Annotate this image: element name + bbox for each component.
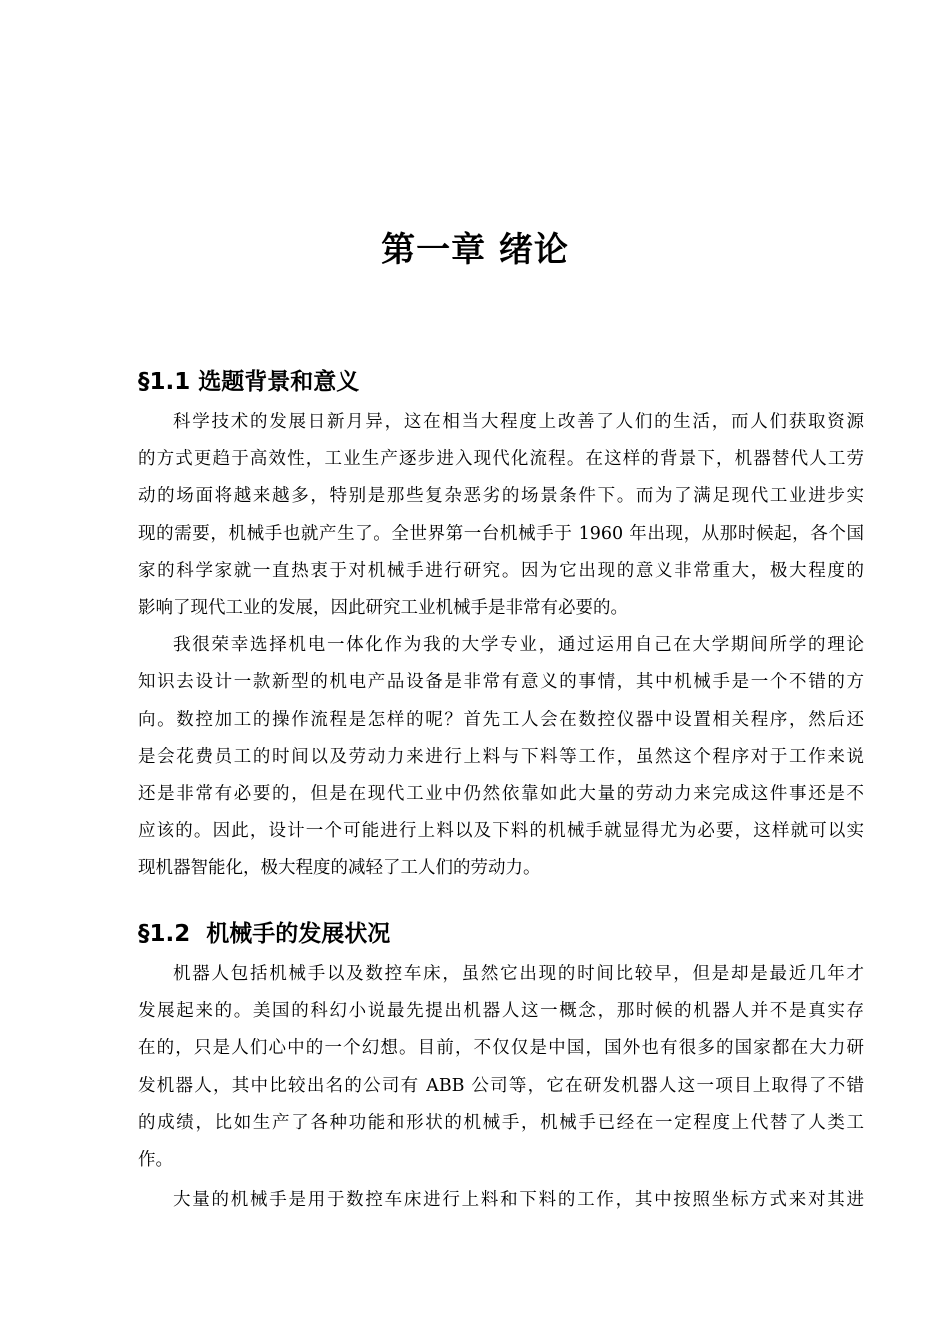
paragraph-line: 动的场面将越来越多，特别是那些复杂恶劣的场景条件下。而为了满足现代工业进步实 <box>138 486 864 507</box>
paragraph-line: 是会花费员工的时间以及劳动力来进行上料与下料等工作，虽然这个程序对于工作来说 <box>138 746 864 767</box>
paragraph-line: 科学技术的发展日新月异，这在相当大程度上改善了人们的生活，而人们获取资源 <box>173 412 864 432</box>
paragraph-line: 的方式更趋于高效性，工业生产逐步进入现代化流程。在这样的背景下，机器替代人工劳 <box>138 449 864 470</box>
paragraph-line: 应该的。因此，设计一个可能进行上料以及下料的机械手就显得尤为必要，这样就可以实 <box>138 821 864 842</box>
paragraph-line: 家的科学家就一直热衷于对机械手进行研究。因为它出现的意义非常重大，极大程度的 <box>138 560 864 581</box>
paragraph-line: 知识去设计一款新型的机电产品设备是非常有意义的事情，其中机械手是一个不错的方 <box>138 672 864 693</box>
paragraph-line: 在的，只是人们心中的一个幻想。目前，不仅仅是中国，国外也有很多的国家都在大力研 <box>138 1038 864 1059</box>
paragraph-line: 现机器智能化，极大程度的减轻了工人们的劳动力。 <box>138 858 541 879</box>
paragraph-line: 向。数控加工的操作流程是怎样的呢？首先工人会在数控仪器中设置相关程序，然后还 <box>138 709 864 730</box>
section-heading-1-2: §1.2 机械手的发展状况 <box>138 921 391 947</box>
paragraph-line: 还是非常有必要的，但是在现代工业中仍然依靠如此大量的劳动力来完成这件事还是不 <box>138 783 864 804</box>
paragraph-line: 影响了现代工业的发展，因此研究工业机械手是非常有必要的。 <box>138 597 628 618</box>
paragraph-line: 作。 <box>138 1149 173 1170</box>
paragraph-line: 我很荣幸选择机电一体化作为我的大学专业，通过运用自己在大学期间所学的理论 <box>173 635 864 656</box>
chapter-title: 第一章 绪论 <box>381 230 569 270</box>
paragraph-line: 现的需要，机械手也就产生了。全世界第一台机械手于 1960 年出现，从那时候起，各个国 <box>138 523 864 544</box>
section-heading-1-1: §1.1 选题背景和意义 <box>138 369 360 395</box>
paragraph-line: 的成绩，比如生产了各种功能和形状的机械手，机械手已经在一定程度上代替了人类工 <box>138 1112 864 1133</box>
paragraph-line: 发展起来的。美国的科幻小说最先提出机器人这一概念，那时候的机器人并不是真实存 <box>138 1001 864 1022</box>
section-1-1-body <box>138 404 864 887</box>
section-1-2-body <box>138 956 864 1219</box>
paragraph-line: 大量的机械手是用于数控车床进行上料和下料的工作，其中按照坐标方式来对其进 <box>173 1190 864 1211</box>
paragraph-line: 发机器人，其中比较出名的公司有 ABB 公司等，它在研发机器人这一项目上取得了不错 <box>138 1075 864 1096</box>
paragraph-line: 机器人包括机械手以及数控车床，虽然它出现的时间比较早，但是却是最近几年才 <box>173 964 864 984</box>
